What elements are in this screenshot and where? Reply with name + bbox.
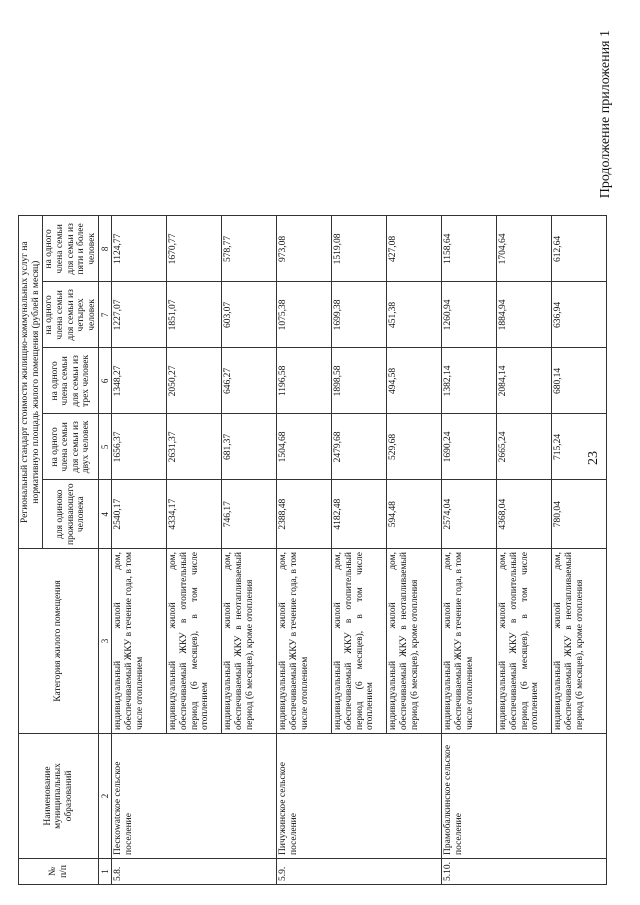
cost-value: 646,27 <box>222 348 277 414</box>
cost-value: 746,17 <box>222 480 277 549</box>
cost-value: 2665,24 <box>497 414 552 480</box>
cost-value: 2050,27 <box>167 348 222 414</box>
cost-value: 973,08 <box>277 216 332 282</box>
column-number: 4 <box>99 480 112 549</box>
header-family-5: на одного члена семьи для семьи из пяти и более человек <box>43 216 99 282</box>
housing-category: индивидуальный жилой дом, обеспечиваемый ЖКУ в отопительный период (6 месяцев), в том числе отоплением <box>497 549 552 734</box>
table-body <box>112 216 607 885</box>
cost-value: 2574,04 <box>442 480 497 549</box>
cost-value: 1704,64 <box>497 216 552 282</box>
housing-category: индивидуальный жилой дом, обеспечиваемый ЖКУ в неотапливаемый период (6 месяцев), кроме отопления <box>222 549 277 734</box>
column-number: 5 <box>99 414 112 480</box>
cost-value: 1158,64 <box>442 216 497 282</box>
row-number: 5.9. <box>277 859 442 885</box>
table-row <box>442 216 497 885</box>
cost-value: 1504,68 <box>277 414 332 480</box>
cost-value: 1884,94 <box>497 282 552 348</box>
header-family-3: на одного члена семьи для семьи из трех человек <box>43 348 99 414</box>
row-number: 5.10. <box>442 859 607 885</box>
housing-category: индивидуальный жилой дом, обеспечиваемый ЖКУ в течение года, в том числе отоплением <box>112 549 167 734</box>
column-number: 8 <box>99 216 112 282</box>
housing-category: индивидуальный жилой дом, обеспечиваемый ЖКУ в течение года, в том числе отоплением <box>442 549 497 734</box>
table-row <box>277 216 332 885</box>
cost-value: 494,58 <box>387 348 442 414</box>
continuation-label: Продолжение приложения 1 <box>598 30 613 199</box>
cost-value: 529,68 <box>387 414 442 480</box>
cost-value: 1898,58 <box>332 348 387 414</box>
cost-value: 594,48 <box>387 480 442 549</box>
housing-category: индивидуальный жилой дом, обеспечиваемый ЖКУ в отопительный период (6 месяцев), в том числе отоплением <box>332 549 387 734</box>
cost-value: 1196,58 <box>277 348 332 414</box>
cost-value: 1124,77 <box>112 216 167 282</box>
column-number: 1 <box>99 859 112 885</box>
cost-value: 4368,04 <box>497 480 552 549</box>
cost-value: 578,77 <box>222 216 277 282</box>
header-family-4: на одного члена семьи для семьи из четырех человек <box>43 282 99 348</box>
municipality-name: Пескowatское сельское поселение <box>112 734 277 859</box>
header-municipality: Наименование муниципальных образований <box>19 734 99 859</box>
municipality-name: Пичужинское сельское поселение <box>277 734 442 859</box>
cost-value: 780,04 <box>552 480 607 549</box>
cost-value: 1656,37 <box>112 414 167 480</box>
header-number: № п/п <box>19 859 99 885</box>
cost-value: 4334,17 <box>167 480 222 549</box>
cost-value: 1690,24 <box>442 414 497 480</box>
cost-value: 2631,37 <box>167 414 222 480</box>
header-family-2: на одного члена семьи для семьи из двух человек <box>43 414 99 480</box>
housing-category: индивидуальный жилой дом, обеспечиваемый ЖКУ в неотапливаемый период (6 месяцев), кроме отопления <box>387 549 442 734</box>
housing-category: индивидуальный жилой дом, обеспечиваемый ЖКУ в течение года, в том числе отоплением <box>277 549 332 734</box>
housing-cost-table <box>18 215 607 885</box>
header-standard-group: Региональный стандарт стоимости жилищно-коммунальных услуг на нормативную площадь жилого помещения (рублей в месяц) <box>19 216 43 549</box>
cost-value: 681,37 <box>222 414 277 480</box>
cost-value: 2540,17 <box>112 480 167 549</box>
cost-value: 636,94 <box>552 282 607 348</box>
cost-value: 4182,48 <box>332 480 387 549</box>
cost-value: 603,07 <box>222 282 277 348</box>
housing-category: индивидуальный жилой дом, обеспечиваемый ЖКУ в неотапливаемый период (6 месяцев), кроме отопления <box>552 549 607 734</box>
column-number: 7 <box>99 282 112 348</box>
cost-value: 1260,94 <box>442 282 497 348</box>
header-category: Категория жилого помещения <box>19 549 99 734</box>
housing-category: индивидуальный жилой дом, обеспечиваемый ЖКУ в отопительный период (6 месяцев), в том числе отоплением <box>167 549 222 734</box>
cost-value: 715,24 <box>552 414 607 480</box>
column-number: 6 <box>99 348 112 414</box>
cost-value: 1348,27 <box>112 348 167 414</box>
cost-value: 2479,68 <box>332 414 387 480</box>
page-number: 23 <box>586 451 601 465</box>
table-row <box>112 216 167 885</box>
cost-value: 1075,38 <box>277 282 332 348</box>
cost-value: 427,08 <box>387 216 442 282</box>
column-number: 2 <box>99 734 112 859</box>
cost-value: 1851,07 <box>167 282 222 348</box>
cost-value: 612,64 <box>552 216 607 282</box>
cost-value: 1227,07 <box>112 282 167 348</box>
cost-value: 1670,77 <box>167 216 222 282</box>
cost-value: 451,38 <box>387 282 442 348</box>
cost-value: 1699,38 <box>332 282 387 348</box>
column-number: 3 <box>99 549 112 734</box>
municipality-name: Прамобалкинское сельское поселение <box>442 734 607 859</box>
cost-value: 680,14 <box>552 348 607 414</box>
cost-value: 2084,14 <box>497 348 552 414</box>
cost-value: 1382,14 <box>442 348 497 414</box>
header-single: для одиноко проживающего человека <box>43 480 99 549</box>
row-number: 5.8. <box>112 859 277 885</box>
cost-value: 2388,48 <box>277 480 332 549</box>
cost-value: 1519,08 <box>332 216 387 282</box>
